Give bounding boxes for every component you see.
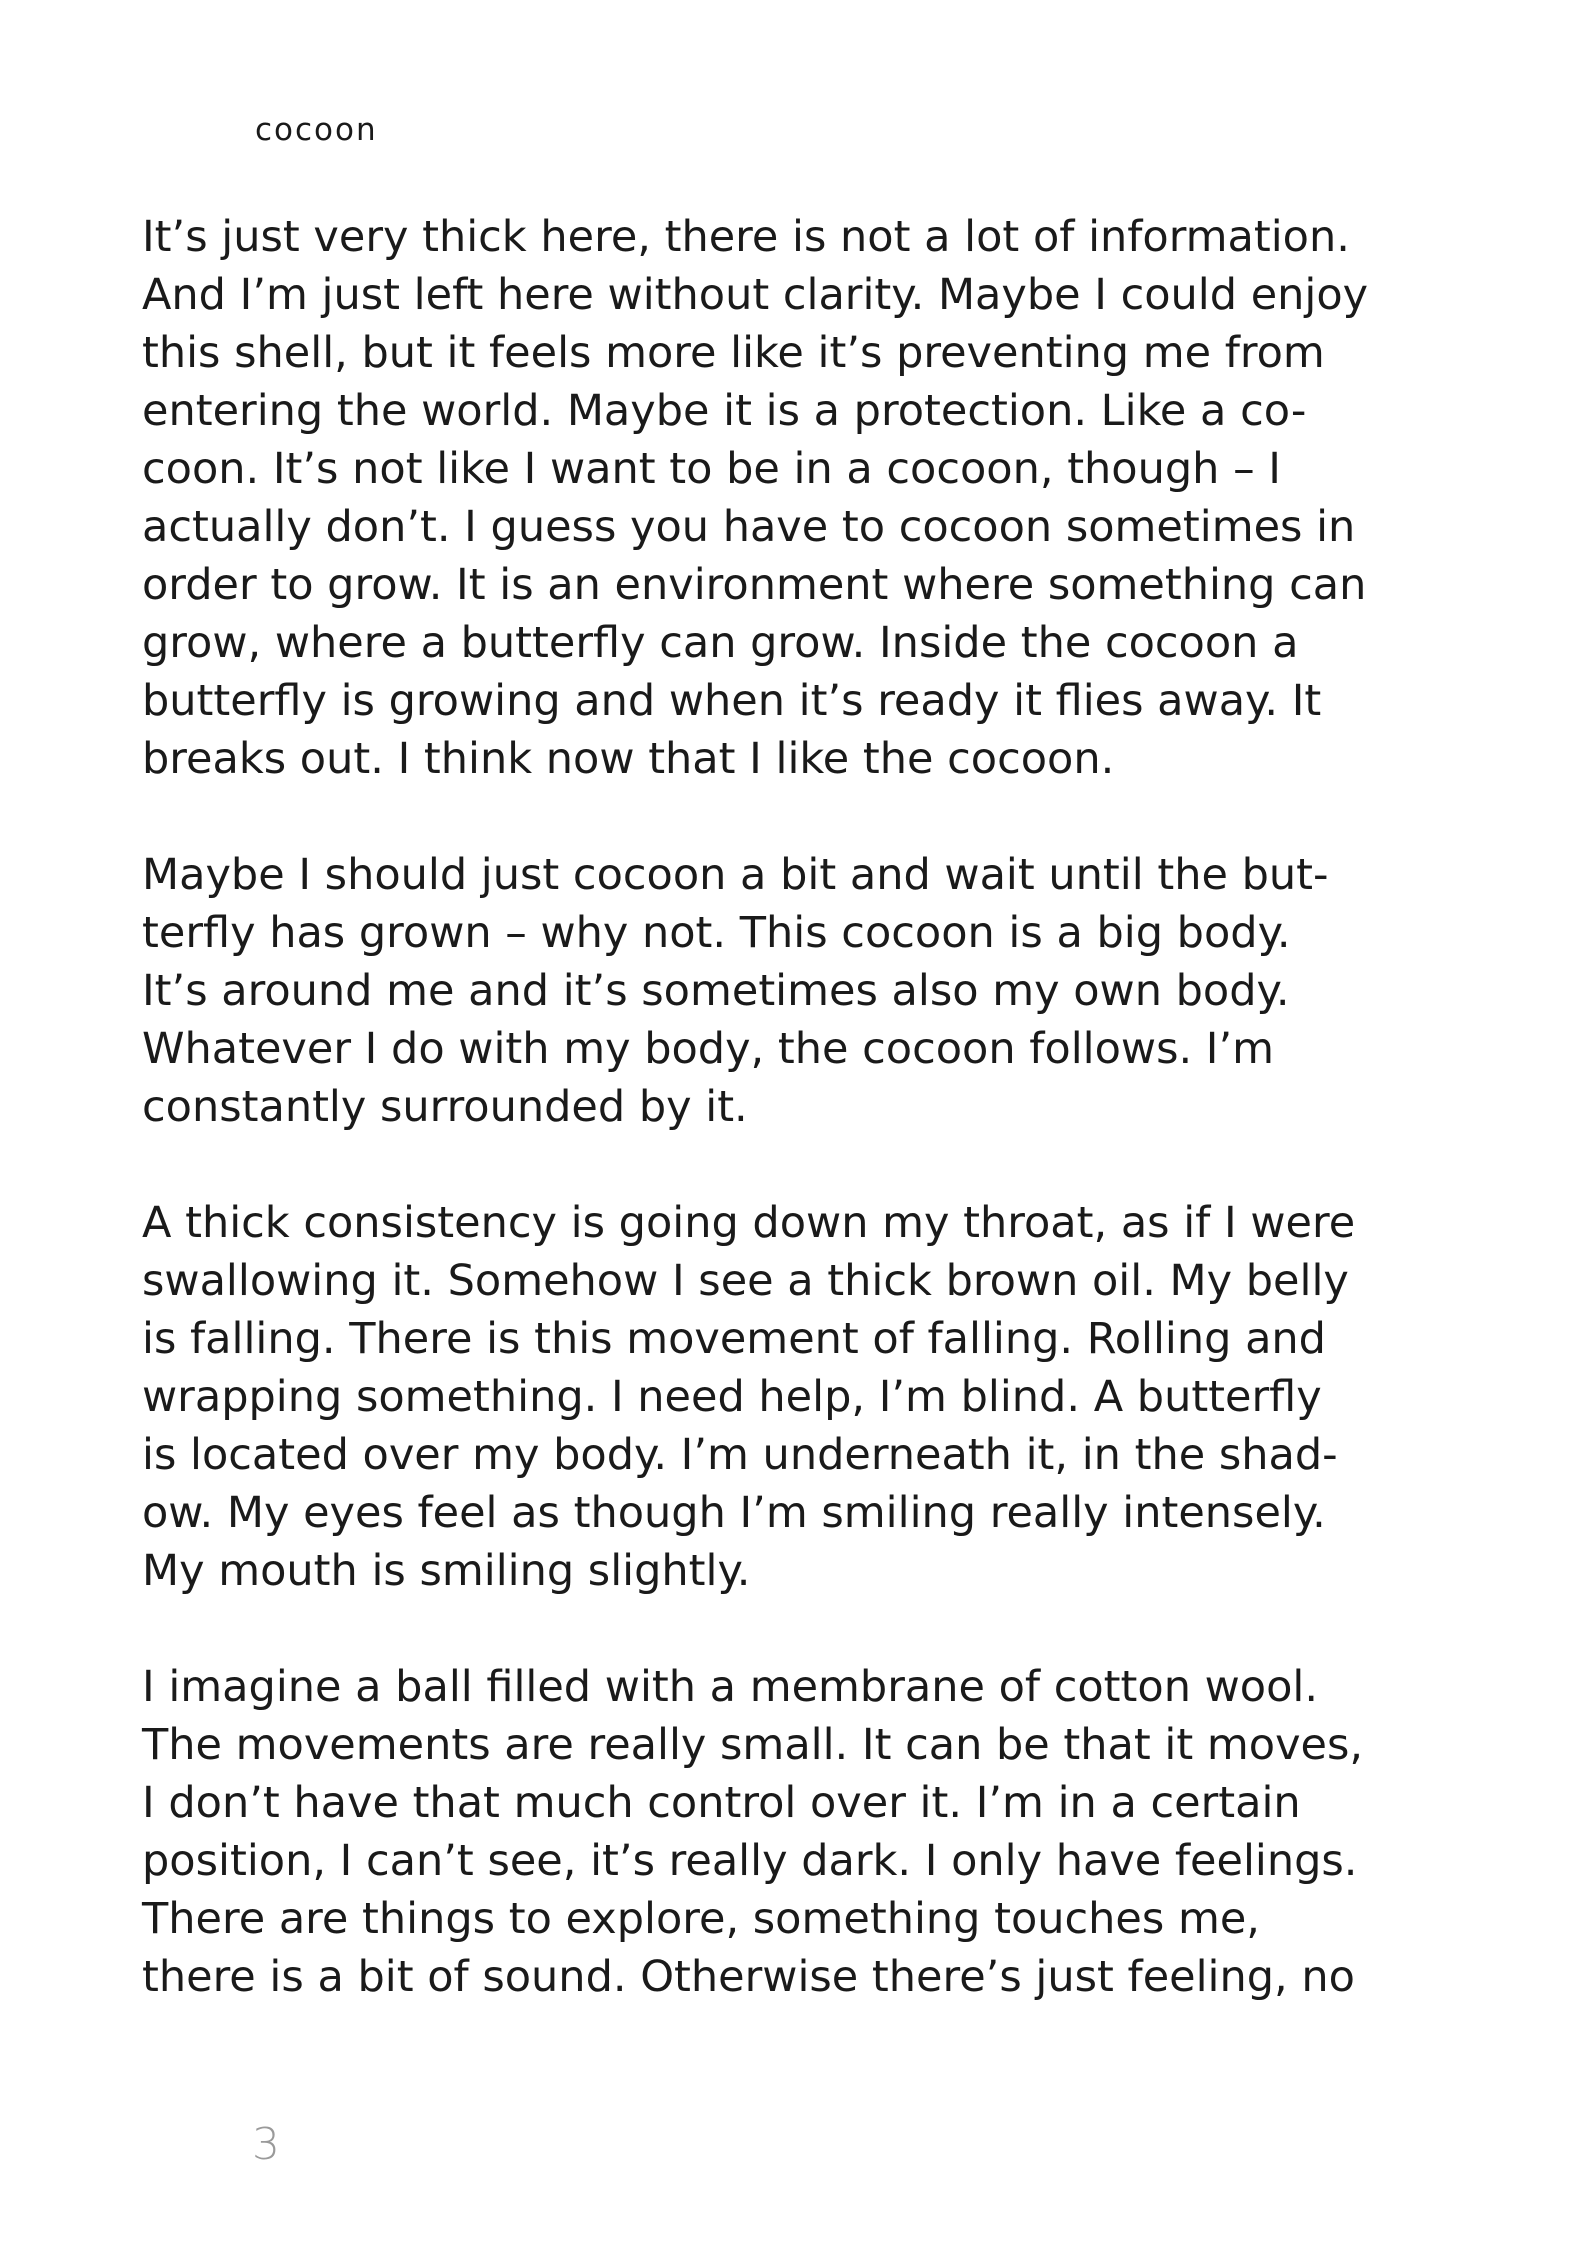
- text-line: is located over my body. I’m underneath it, in the shad-: [142, 1430, 1338, 1480]
- text-line: It’s around me and it’s sometimes also my own body.: [142, 966, 1290, 1016]
- text-line: My mouth is smiling slightly.: [142, 1546, 751, 1596]
- text-line: grow, where a butterfly can grow. Inside the cocoon a: [142, 618, 1299, 668]
- text-line: swallowing it. Somehow I see a thick brown oil. My belly: [142, 1256, 1349, 1306]
- text-line: terfly has grown – why not. This cocoon is a big body.: [142, 908, 1291, 958]
- text-line: coon. It’s not like I want to be in a cocoon, though – I: [142, 444, 1281, 494]
- paragraph-gap: [142, 1136, 1402, 1194]
- paragraph-4: [142, 1658, 1402, 2006]
- text-line: actually don’t. I guess you have to cocoon sometimes in: [142, 502, 1356, 552]
- text-line: I imagine a ball filled with a membrane of cotton wool.: [142, 1662, 1319, 1712]
- text-line: It’s just very thick here, there is not a lot of information.: [142, 212, 1350, 262]
- text-line: this shell, but it feels more like it’s preventing me from: [142, 328, 1325, 378]
- text-line: ow. My eyes feel as though I’m smiling really intensely.: [142, 1488, 1326, 1538]
- text-line: butterfly is growing and when it’s ready it flies away. It: [142, 676, 1322, 726]
- text-line: Whatever I do with my body, the cocoon follows. I’m: [142, 1024, 1275, 1074]
- text-line: There are things to explore, something touches me,: [142, 1894, 1260, 1944]
- paragraph-gap: [142, 1600, 1402, 1658]
- paragraph-3: [142, 1194, 1402, 1600]
- text-line: is falling. There is this movement of falling. Rolling and: [142, 1314, 1326, 1364]
- text-line: And I’m just left here without clarity. Maybe I could enjoy: [142, 270, 1369, 320]
- text-line: breaks out. I think now that I like the cocoon.: [142, 734, 1115, 784]
- running-header: cocoon: [255, 112, 378, 148]
- text-line: I don’t have that much control over it. I’m in a certain: [142, 1778, 1301, 1828]
- text-line: entering the world. Maybe it is a protection. Like a co-: [142, 386, 1307, 436]
- text-line: constantly surrounded by it.: [142, 1082, 748, 1132]
- paragraph-2: [142, 846, 1402, 1136]
- text-line: order to grow. It is an environment where something can: [142, 560, 1367, 610]
- text-line: position, I can’t see, it’s really dark. I only have feelings.: [142, 1836, 1358, 1886]
- page-number: 3: [252, 2119, 280, 2170]
- text-line: there is a bit of sound. Otherwise there’s just feeling, no: [142, 1952, 1355, 2002]
- text-line: The movements are really small. It can be that it moves,: [142, 1720, 1364, 1770]
- text-line: Maybe I should just cocoon a bit and wait until the but-: [142, 850, 1329, 900]
- text-line: wrapping something. I need help, I’m blind. A butterfly: [142, 1372, 1322, 1422]
- text-line: A thick consistency is going down my throat, as if I were: [142, 1198, 1356, 1248]
- paragraph-1: [142, 208, 1402, 788]
- body-text: [142, 208, 1402, 2006]
- paragraph-gap: [142, 788, 1402, 846]
